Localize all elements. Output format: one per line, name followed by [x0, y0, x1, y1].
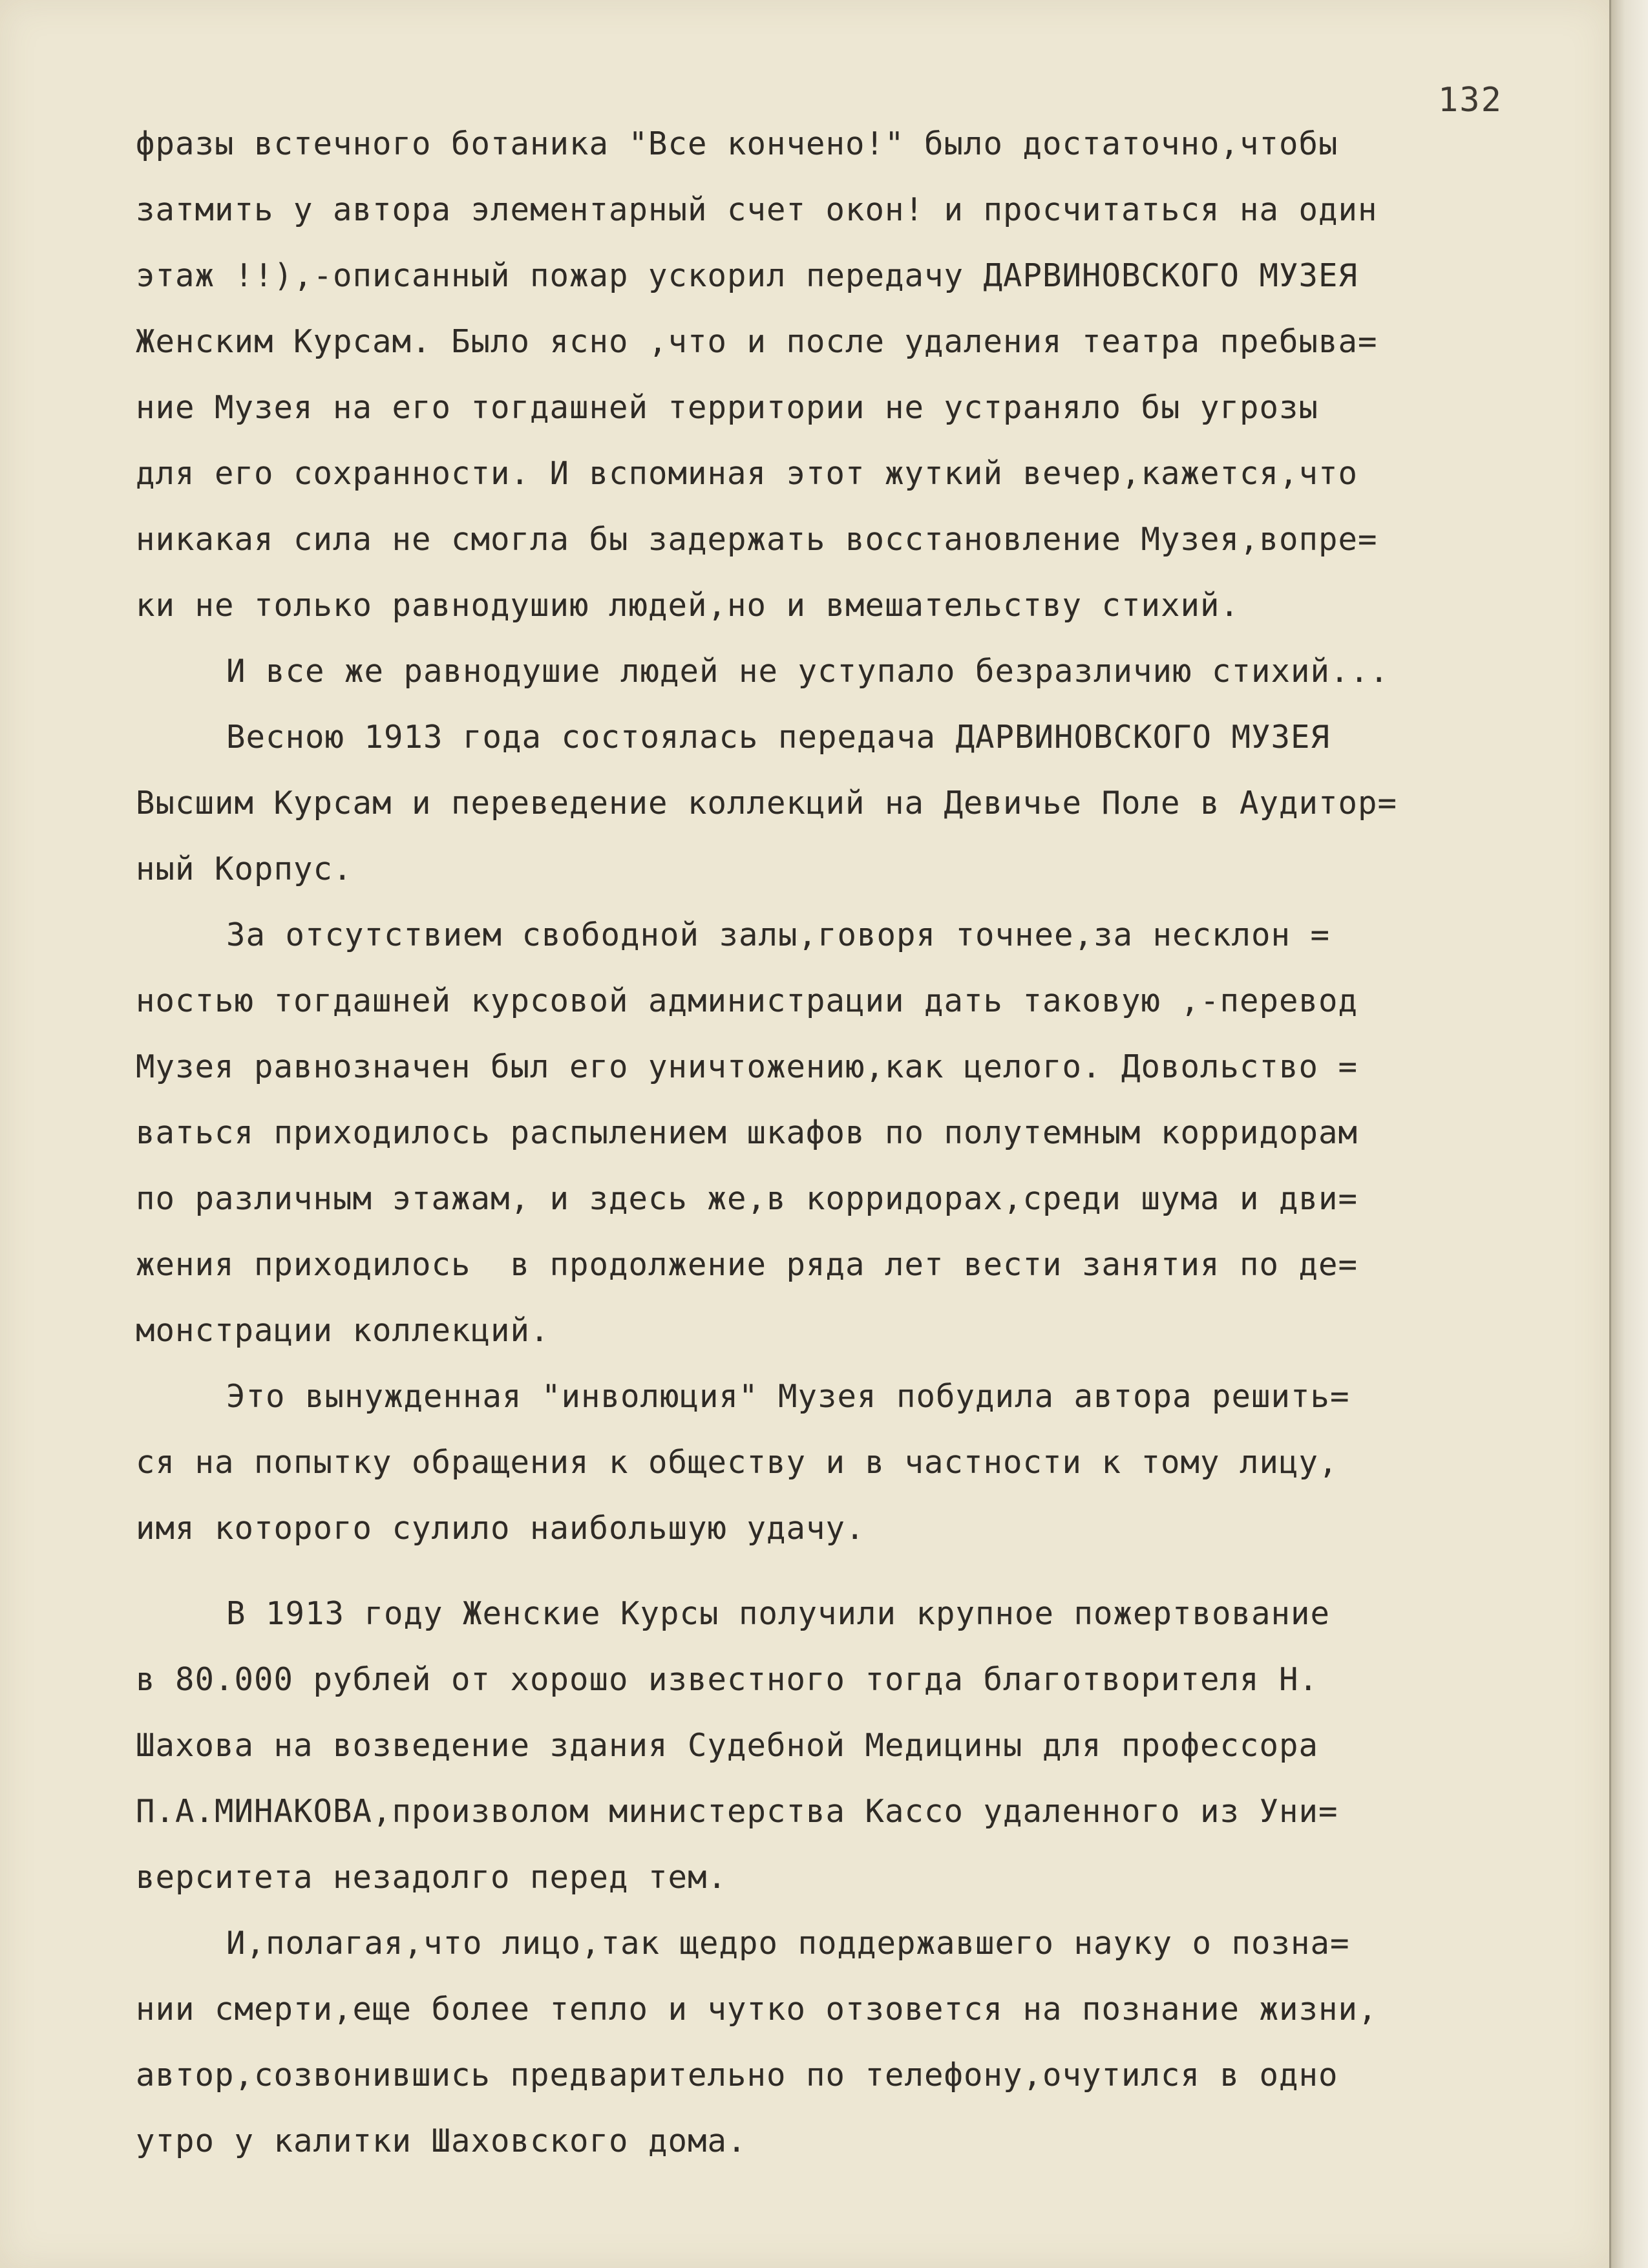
- page-number: 132: [1438, 81, 1503, 120]
- text-line: Женским Курсам. Было ясно ,что и после удаления театра пребыва=: [136, 323, 1378, 360]
- text-line: нии смерти,еще более тепло и чутко отзовется на познание жизни,: [136, 1991, 1378, 2028]
- text-line: И все же равнодушие людей не уступало безразличию стихий...: [226, 653, 1389, 690]
- text-line: ся на попытку обращения к обществу и в частности к тому лицу,: [136, 1444, 1338, 1481]
- text-line: фразы встечного ботаника "Все кончено!" было достаточно,чтобы: [136, 125, 1338, 162]
- text-line: автор,созвонившись предварительно по телефону,очутился в одно: [136, 2057, 1338, 2093]
- text-line: для его сохранности. И вспоминая этот жуткий вечер,кажется,что: [136, 455, 1358, 492]
- text-line: За отсутствием свободной залы,говоря точнее,за несклон =: [226, 917, 1331, 953]
- text-line: в 80.000 рублей от хорошо известного тогда благотворителя Н.: [136, 1661, 1319, 1698]
- text-line: ки не только равнодушию людей,но и вмешательству стихий.: [136, 587, 1240, 624]
- text-line: ваться приходилось распылением шкафов по полутемным корридорам: [136, 1114, 1358, 1151]
- text-line: Шахова на возведение здания Судебной Медицины для профессора: [136, 1727, 1319, 1764]
- text-line: этаж !!),-описанный пожар ускорил передачу ДАРВИНОВСКОГО МУЗЕЯ: [136, 257, 1358, 294]
- text-line: П.А.МИНАКОВА,произволом министерства Кассо удаленного из Уни=: [136, 1793, 1338, 1830]
- text-line: жения приходилось в продолжение ряда лет вести занятия по де=: [136, 1246, 1358, 1283]
- text-line: имя которого сулило наибольшую удачу.: [136, 1510, 865, 1547]
- page-edge: [1609, 0, 1648, 2268]
- text-line: В 1913 году Женские Курсы получили крупное пожертвование: [226, 1595, 1331, 1632]
- text-line: Музея равнозначен был его уничтожению,как целого. Довольство =: [136, 1048, 1358, 1085]
- text-line: верситета незадолго перед тем.: [136, 1859, 728, 1896]
- text-line: ностью тогдашней курсовой администрации дать таковую ,-перевод: [136, 982, 1358, 1019]
- text-line: ный Корпус.: [136, 851, 353, 887]
- typewritten-text: [136, 111, 1545, 2174]
- text-line: по различным этажам, и здесь же,в корридорах,среди шума и дви=: [136, 1180, 1358, 1217]
- text-line: никакая сила не смогла бы задержать восстановление Музея,вопре=: [136, 521, 1378, 558]
- text-line: Это вынужденная "инволюция" Музея побудила автора решить=: [226, 1378, 1350, 1415]
- text-line: ние Музея на его тогдашней территории не устраняло бы угрозы: [136, 389, 1319, 426]
- text-line: Весною 1913 года состоялась передача ДАРВИНОВСКОГО МУЗЕЯ: [226, 719, 1331, 756]
- text-line: монстрации коллекций.: [136, 1312, 550, 1349]
- text-line: Высшим Курсам и переведение коллекций на Девичье Поле в Аудитор=: [136, 785, 1398, 821]
- text-line: утро у калитки Шаховского дома.: [136, 2123, 747, 2159]
- text-line: И,полагая,что лицо,так щедро поддержавшего науку о позна=: [226, 1925, 1350, 1962]
- page-edge-shadow: [1609, 0, 1611, 2268]
- text-line: затмить у автора элементарный счет окон! и просчитаться на один: [136, 191, 1378, 228]
